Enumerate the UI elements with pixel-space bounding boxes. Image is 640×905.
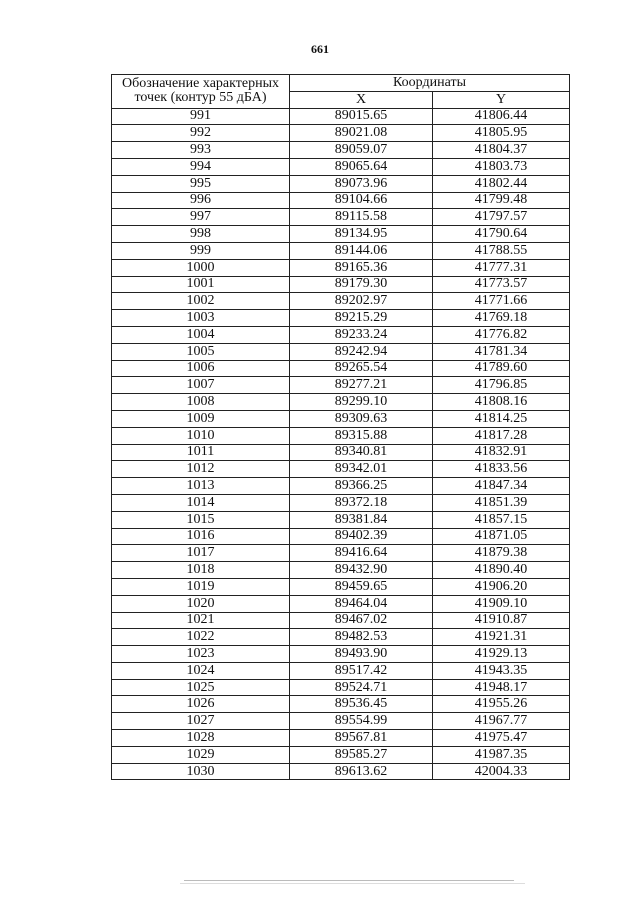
point-cell: 1029	[112, 746, 290, 763]
y-cell: 41773.57	[433, 276, 570, 293]
x-cell: 89585.27	[290, 746, 433, 763]
point-cell: 1007	[112, 377, 290, 394]
x-cell: 89459.65	[290, 578, 433, 595]
point-cell: 997	[112, 209, 290, 226]
x-cell: 89342.01	[290, 461, 433, 478]
y-cell: 41790.64	[433, 226, 570, 243]
y-cell: 41871.05	[433, 528, 570, 545]
table-row	[112, 662, 570, 679]
table-row	[112, 108, 570, 125]
y-cell: 41943.35	[433, 662, 570, 679]
table-row	[112, 175, 570, 192]
table-row	[112, 427, 570, 444]
table-row	[112, 310, 570, 327]
table-row	[112, 394, 570, 411]
x-cell: 89202.97	[290, 293, 433, 310]
y-cell: 41802.44	[433, 175, 570, 192]
x-cell: 89242.94	[290, 343, 433, 360]
x-cell: 89372.18	[290, 494, 433, 511]
y-cell: 41814.25	[433, 410, 570, 427]
y-cell: 41879.38	[433, 545, 570, 562]
y-cell: 41805.95	[433, 125, 570, 142]
y-cell: 41797.57	[433, 209, 570, 226]
x-cell: 89517.42	[290, 662, 433, 679]
y-cell: 41890.40	[433, 562, 570, 579]
point-cell: 1028	[112, 730, 290, 747]
table-row	[112, 343, 570, 360]
table-row	[112, 377, 570, 394]
x-cell: 89554.99	[290, 713, 433, 730]
y-cell: 41955.26	[433, 696, 570, 713]
bottom-rule-secondary	[180, 883, 525, 884]
y-cell: 41921.31	[433, 629, 570, 646]
x-cell: 89165.36	[290, 259, 433, 276]
coordinates-header: Координаты	[290, 75, 570, 92]
x-cell: 89277.21	[290, 377, 433, 394]
x-cell: 89340.81	[290, 444, 433, 461]
table-row	[112, 276, 570, 293]
table-row	[112, 461, 570, 478]
x-cell: 89536.45	[290, 696, 433, 713]
x-cell: 89482.53	[290, 629, 433, 646]
x-cell: 89467.02	[290, 612, 433, 629]
y-cell: 41804.37	[433, 142, 570, 159]
x-cell: 89299.10	[290, 394, 433, 411]
y-cell: 41817.28	[433, 427, 570, 444]
x-cell: 89215.29	[290, 310, 433, 327]
x-cell: 89059.07	[290, 142, 433, 159]
table-row	[112, 192, 570, 209]
table-row	[112, 629, 570, 646]
table-row	[112, 209, 570, 226]
point-cell: 1026	[112, 696, 290, 713]
table-row	[112, 293, 570, 310]
point-cell: 1021	[112, 612, 290, 629]
x-cell: 89134.95	[290, 226, 433, 243]
coordinates-table	[111, 74, 570, 780]
table-row	[112, 242, 570, 259]
x-cell: 89416.64	[290, 545, 433, 562]
table-header	[112, 75, 570, 109]
point-cell: 1020	[112, 595, 290, 612]
point-cell: 1009	[112, 410, 290, 427]
point-cell: 1015	[112, 511, 290, 528]
y-cell: 42004.33	[433, 763, 570, 780]
point-cell: 994	[112, 158, 290, 175]
bottom-rule	[184, 880, 514, 881]
y-cell: 41929.13	[433, 646, 570, 663]
x-cell: 89613.62	[290, 763, 433, 780]
point-cell: 1000	[112, 259, 290, 276]
table-row	[112, 595, 570, 612]
point-cell: 1016	[112, 528, 290, 545]
y-cell: 41910.87	[433, 612, 570, 629]
table-row	[112, 511, 570, 528]
x-cell: 89179.30	[290, 276, 433, 293]
y-cell: 41771.66	[433, 293, 570, 310]
table-row	[112, 478, 570, 495]
table-row	[112, 158, 570, 175]
point-cell: 1023	[112, 646, 290, 663]
table-row	[112, 444, 570, 461]
x-cell: 89021.08	[290, 125, 433, 142]
x-column-header: X	[290, 91, 433, 108]
table-row	[112, 646, 570, 663]
point-cell: 1024	[112, 662, 290, 679]
point-cell: 1014	[112, 494, 290, 511]
y-cell: 41847.34	[433, 478, 570, 495]
point-cell: 1012	[112, 461, 290, 478]
point-cell: 996	[112, 192, 290, 209]
point-cell: 1004	[112, 326, 290, 343]
y-cell: 41975.47	[433, 730, 570, 747]
y-cell: 41909.10	[433, 595, 570, 612]
table-row	[112, 696, 570, 713]
table-row	[112, 763, 570, 780]
table-row	[112, 612, 570, 629]
x-cell: 89315.88	[290, 427, 433, 444]
point-cell: 1017	[112, 545, 290, 562]
table-row	[112, 410, 570, 427]
point-cell: 1006	[112, 360, 290, 377]
point-cell: 991	[112, 108, 290, 125]
point-cell: 1027	[112, 713, 290, 730]
y-cell: 41833.56	[433, 461, 570, 478]
table-row	[112, 125, 570, 142]
table-row	[112, 360, 570, 377]
point-cell: 1005	[112, 343, 290, 360]
point-cell: 999	[112, 242, 290, 259]
table-row	[112, 746, 570, 763]
y-cell: 41948.17	[433, 679, 570, 696]
x-cell: 89144.06	[290, 242, 433, 259]
point-cell: 1019	[112, 578, 290, 595]
designation-header: Обозначение характерных точек (контур 55 дБА)	[112, 75, 290, 109]
table-row	[112, 562, 570, 579]
point-cell: 1018	[112, 562, 290, 579]
point-cell: 993	[112, 142, 290, 159]
y-cell: 41967.77	[433, 713, 570, 730]
x-cell: 89493.90	[290, 646, 433, 663]
x-cell: 89115.58	[290, 209, 433, 226]
x-cell: 89402.39	[290, 528, 433, 545]
y-cell: 41851.39	[433, 494, 570, 511]
x-cell: 89524.71	[290, 679, 433, 696]
x-cell: 89015.65	[290, 108, 433, 125]
table-row	[112, 326, 570, 343]
y-cell: 41777.31	[433, 259, 570, 276]
point-cell: 1003	[112, 310, 290, 327]
y-cell: 41832.91	[433, 444, 570, 461]
y-cell: 41789.60	[433, 360, 570, 377]
table-row	[112, 226, 570, 243]
point-cell: 992	[112, 125, 290, 142]
x-cell: 89464.04	[290, 595, 433, 612]
table-row	[112, 578, 570, 595]
y-cell: 41776.82	[433, 326, 570, 343]
y-cell: 41781.34	[433, 343, 570, 360]
point-cell: 1013	[112, 478, 290, 495]
page-number: 661	[311, 42, 329, 56]
y-cell: 41799.48	[433, 192, 570, 209]
point-cell: 1030	[112, 763, 290, 780]
y-cell: 41987.35	[433, 746, 570, 763]
y-cell: 41906.20	[433, 578, 570, 595]
point-cell: 995	[112, 175, 290, 192]
y-cell: 41806.44	[433, 108, 570, 125]
table-row	[112, 679, 570, 696]
table-row	[112, 528, 570, 545]
table-body	[112, 108, 570, 780]
point-cell: 1001	[112, 276, 290, 293]
x-cell: 89381.84	[290, 511, 433, 528]
y-cell: 41788.55	[433, 242, 570, 259]
point-cell: 998	[112, 226, 290, 243]
x-cell: 89065.64	[290, 158, 433, 175]
y-cell: 41803.73	[433, 158, 570, 175]
x-cell: 89309.63	[290, 410, 433, 427]
y-column-header: Y	[433, 91, 570, 108]
table-row	[112, 494, 570, 511]
table-row	[112, 713, 570, 730]
table-row	[112, 730, 570, 747]
x-cell: 89366.25	[290, 478, 433, 495]
point-cell: 1002	[112, 293, 290, 310]
y-cell: 41796.85	[433, 377, 570, 394]
x-cell: 89233.24	[290, 326, 433, 343]
x-cell: 89432.90	[290, 562, 433, 579]
x-cell: 89104.66	[290, 192, 433, 209]
x-cell: 89567.81	[290, 730, 433, 747]
point-cell: 1008	[112, 394, 290, 411]
table-row	[112, 545, 570, 562]
table-row	[112, 259, 570, 276]
x-cell: 89073.96	[290, 175, 433, 192]
y-cell: 41769.18	[433, 310, 570, 327]
y-cell: 41808.16	[433, 394, 570, 411]
point-cell: 1011	[112, 444, 290, 461]
point-cell: 1025	[112, 679, 290, 696]
table-row	[112, 142, 570, 159]
y-cell: 41857.15	[433, 511, 570, 528]
x-cell: 89265.54	[290, 360, 433, 377]
point-cell: 1022	[112, 629, 290, 646]
point-cell: 1010	[112, 427, 290, 444]
